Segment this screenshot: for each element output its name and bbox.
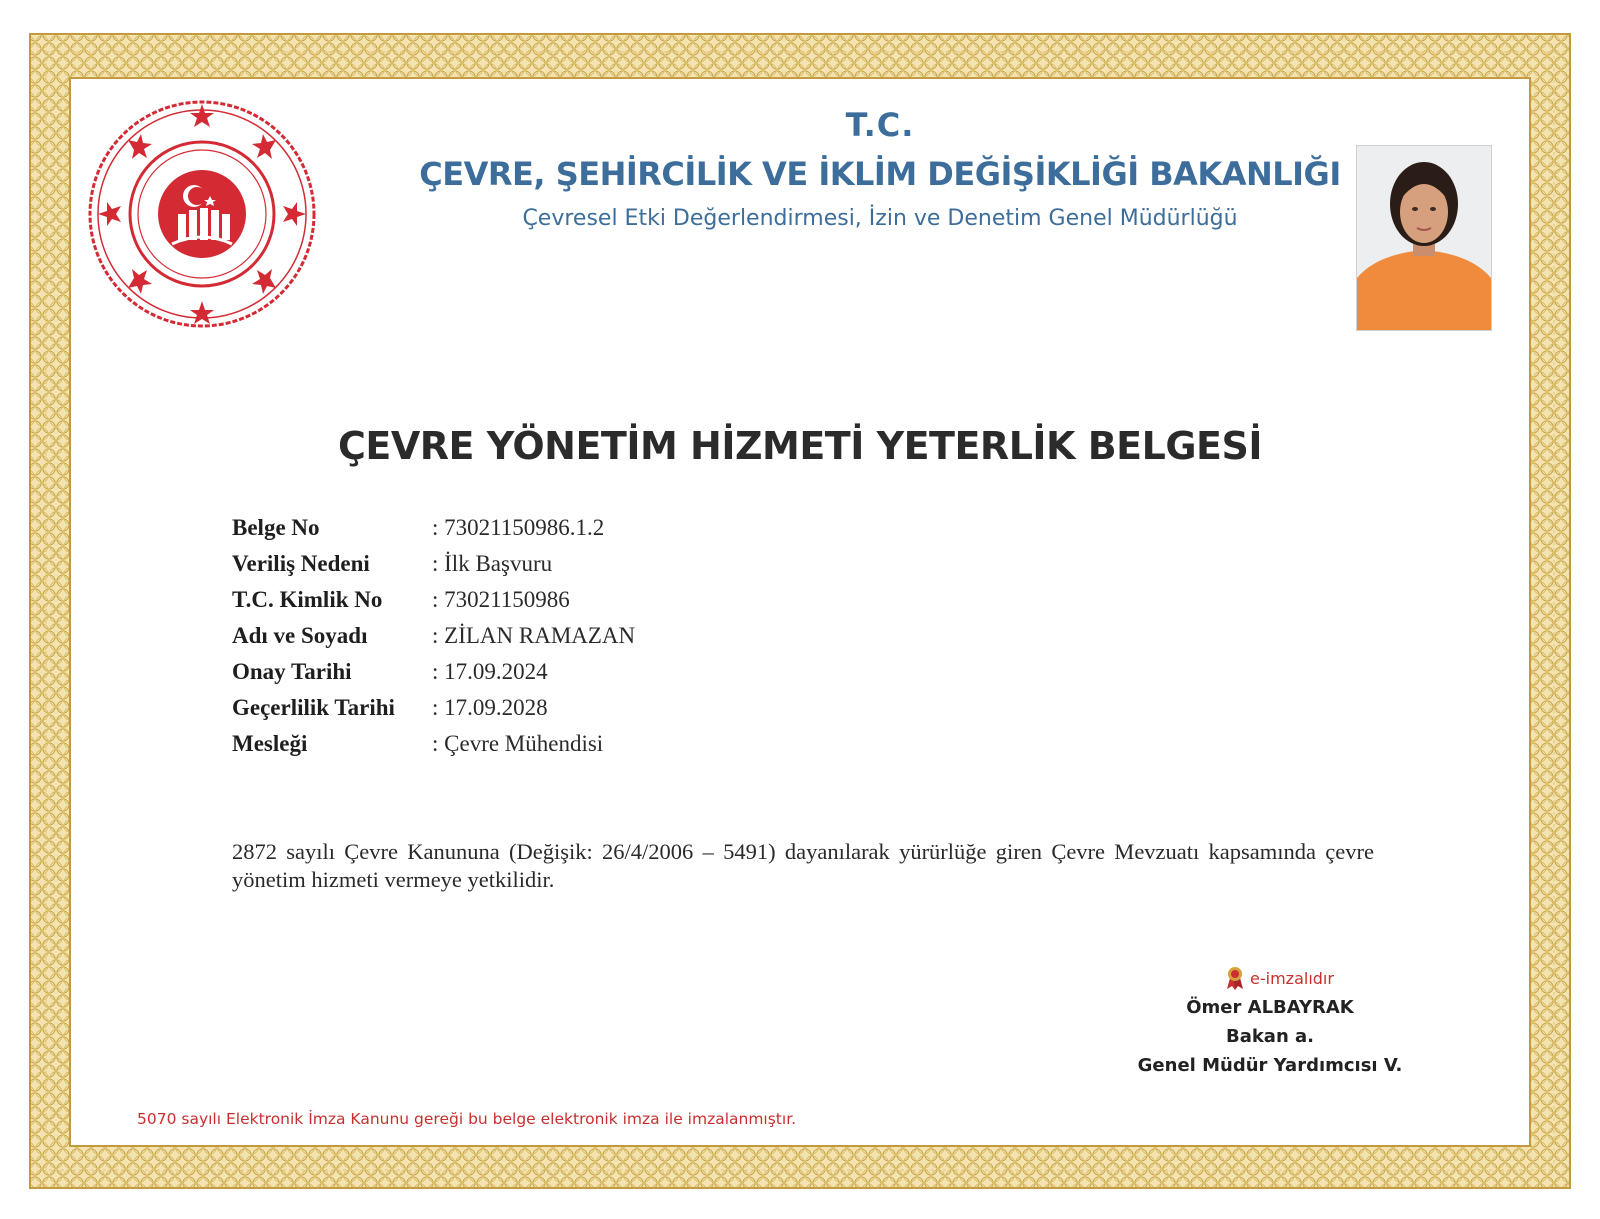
field-row-belge-no bbox=[232, 510, 635, 546]
field-label: Belge No bbox=[232, 515, 320, 540]
department-name: Çevresel Etki Değerlendirmesi, İzin ve Denetim Genel Müdürlüğü bbox=[522, 206, 1238, 231]
field-row-gecerlilik-tarihi bbox=[232, 690, 635, 726]
field-value: : 17.09.2028 bbox=[432, 695, 548, 720]
field-value: : Çevre Mühendisi bbox=[432, 731, 604, 756]
field-value: : ZİLAN RAMAZAN bbox=[432, 623, 636, 648]
ministry-name: ÇEVRE, ŞEHİRCİLİK VE İKLİM DEĞİŞİKLİĞİ BAKANLIĞI bbox=[419, 155, 1341, 193]
field-label: T.C. Kimlik No bbox=[232, 587, 383, 612]
field-value: : 73021150986.1.2 bbox=[432, 515, 605, 540]
field-row-meslegi bbox=[232, 726, 635, 762]
esign-law-note: 5070 sayılı Elektronik İmza Kanunu gereği bu belge elektronik imza ile imzalanmıştır. bbox=[137, 1110, 797, 1128]
header-tc: T.C. bbox=[845, 106, 915, 144]
certificate-fields bbox=[232, 510, 635, 762]
document-title: ÇEVRE YÖNETİM HİZMETİ YETERLİK BELGESİ bbox=[337, 424, 1263, 468]
signer-name: Ömer ALBAYRAK bbox=[1186, 997, 1354, 1018]
field-value: : 17.09.2024 bbox=[432, 659, 548, 684]
field-value: : İlk Başvuru bbox=[432, 551, 553, 576]
award-ribbon-icon bbox=[1226, 966, 1244, 990]
field-label: Geçerlilik Tarihi bbox=[232, 695, 395, 720]
signer-title-2: Genel Müdür Yardımcısı V. bbox=[1137, 1055, 1403, 1076]
field-row-adi-soyadi bbox=[232, 618, 635, 654]
esign-indicator bbox=[1100, 963, 1460, 993]
field-label: Onay Tarihi bbox=[232, 659, 352, 684]
authorization-statement: 2872 sayılı Çevre Kanununa (Değişik: 26/4/2006 – 5491) dayanılarak yürürlüğe giren Çevre Mevzuatı kapsamında çevre yönetim hizmeti vermeye yetkilidir. bbox=[232, 839, 1374, 892]
field-row-onay-tarihi bbox=[232, 654, 635, 690]
field-label: Mesleği bbox=[232, 731, 308, 756]
field-row-tc-kimlik-no bbox=[232, 582, 635, 618]
field-value: : 73021150986 bbox=[432, 587, 570, 612]
field-row-verilis-nedeni bbox=[232, 546, 635, 582]
field-label: Adı ve Soyadı bbox=[232, 623, 368, 648]
signer-title-1: Bakan a. bbox=[1225, 1026, 1315, 1047]
esign-label: e-imzalıdır bbox=[1250, 968, 1334, 988]
signature-block bbox=[1080, 963, 1460, 1080]
id-photo bbox=[1356, 145, 1492, 331]
field-label: Veriliş Nedeni bbox=[232, 551, 370, 576]
person-photo-icon bbox=[1357, 146, 1491, 330]
